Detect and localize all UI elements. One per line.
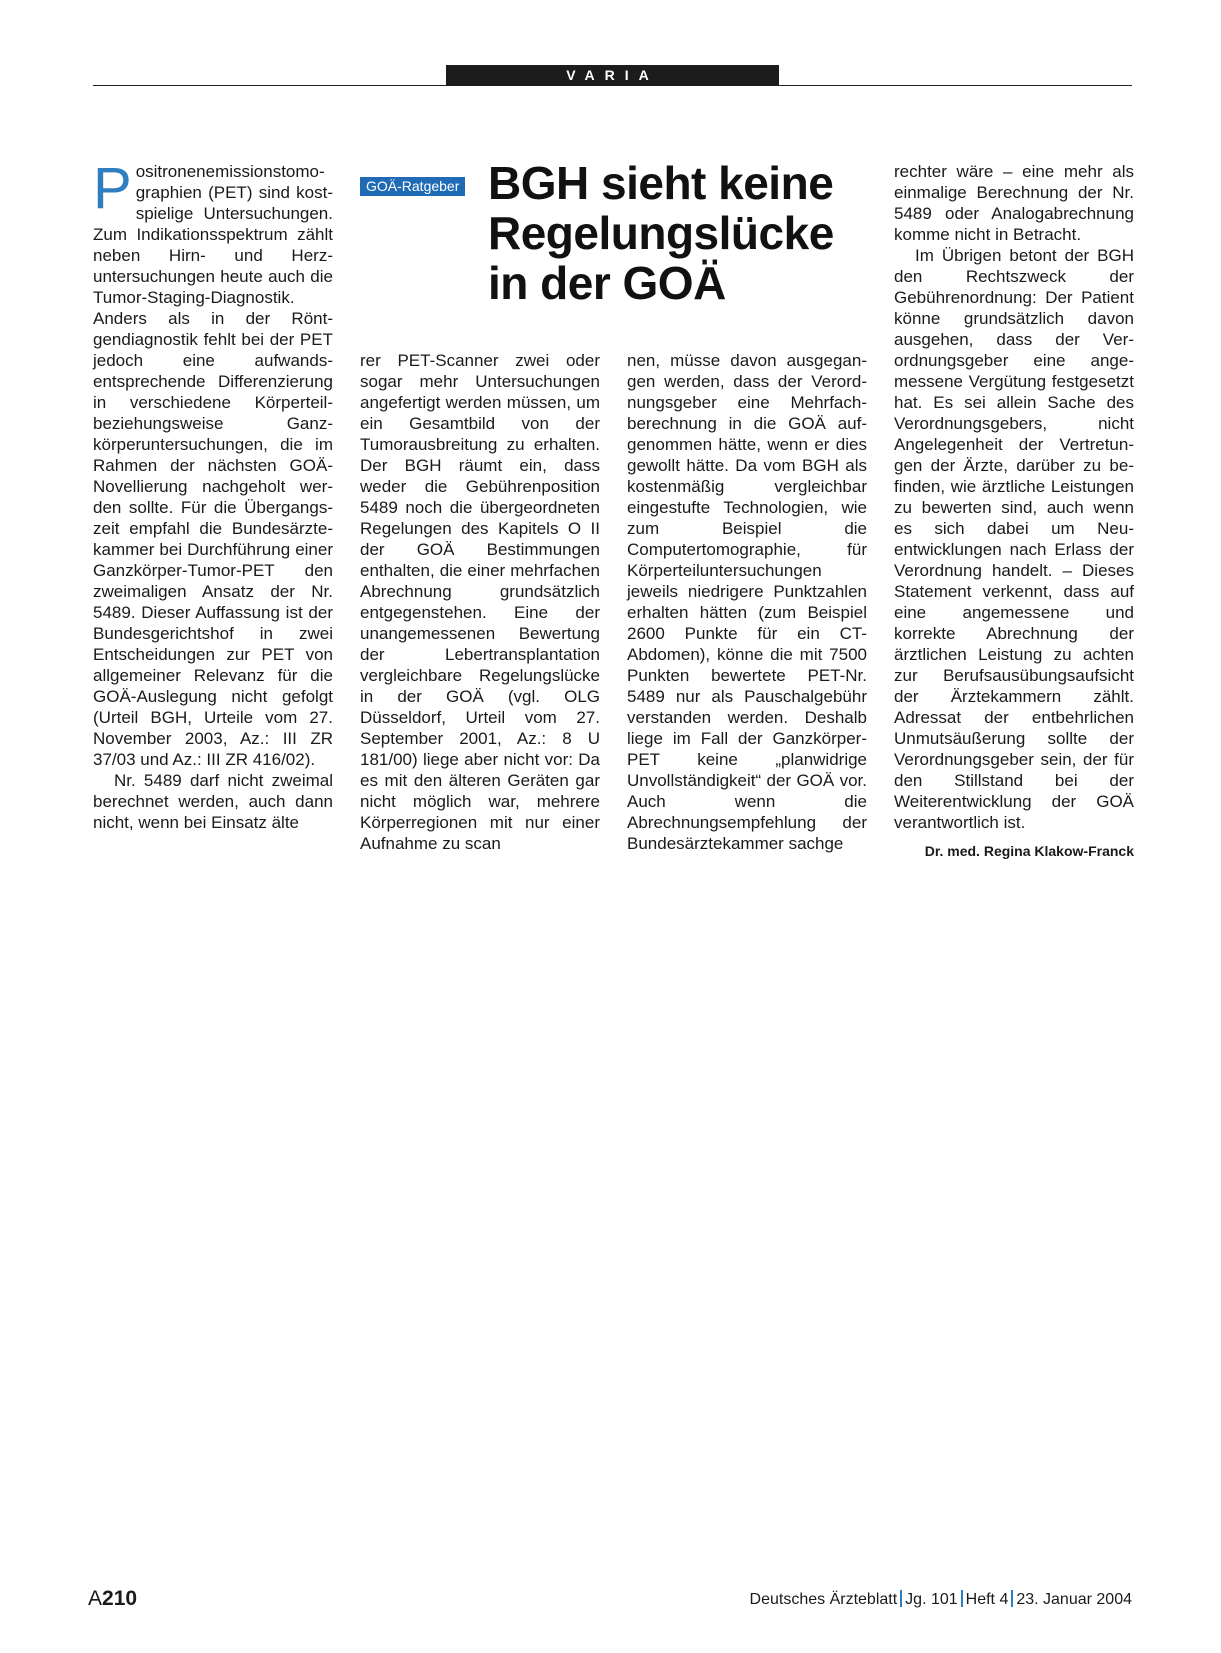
journal-name: Deutsches Ärzteblatt	[749, 1591, 898, 1608]
journal-volume: Jg. 101	[905, 1591, 958, 1608]
section-banner: VARIA	[446, 65, 779, 86]
headline-line-3: in der GOÄ	[488, 257, 726, 309]
page-prefix: A	[88, 1587, 103, 1610]
journal-issue: Heft 4	[965, 1591, 1009, 1608]
page-number-value: 210	[102, 1587, 138, 1610]
journal-footer	[750, 1590, 1132, 1610]
paragraph: Nr. 5489 darf nicht zweimal berechnet werden, auch dann nicht, wenn bei Einsatz älte	[93, 771, 333, 832]
paragraph-text: ositronenemissionstomographien (PET) sind kostspielige Untersuchungen. Zum Indikationsspektrum zählt neben Hirn- und Herzuntersuchungen heute auch die Tumor-Staging-Diagnostik. Anders als in der Röntgendiagnostik fehlt bei der PET jedoch eine aufwandsentsprechende Differenzierung in verschiedene Körperteil- beziehungsweise Ganzkörperuntersuchungen, die im Rahmen der nächsten GOÄ-Novellierung nachgeholt werden sollte. Für die Übergangszeit empfahl die Bundesärztekammer bei Durchführung einer Ganzkörper-Tumor-PET den zweimaligen Ansatz der Nr. 5489. Dieser Auffassung ist der Bundesgerichtshof in zwei Entscheidungen zur PET von allgemeiner Relevanz für die GOÄ-Auslegung nicht gefolgt (Urteil BGH, Urteile vom 27. November 2003, Az.: III ZR 37/03 und Az.: III ZR 416/02).	[93, 162, 333, 769]
page-number	[88, 1587, 137, 1611]
paragraph: nen, müsse davon ausgegangen werden, dass der Verordnungsgeber eine Mehrfachberechnung in die GOÄ aufgenommen hätte, wenn er dies gewollt hätte. Da vom BGH als kostenmäßig vergleichbar eingestufte Technologien, wie zum Beispiel die Computertomographie, für Körperteiluntersuchungen jeweils niedrigere Punktzahlen erhalten hätten (zum Beispiel 2600 Punkte für ein CT-Abdomen), könne die mit 7500 Punkten bewertete PET-Nr. 5489 nur als Pauschalgebühr verstanden werden. Deshalb liege im Fall der Ganzkörper-PET keine „planwidrige Unvollständigkeit“ der GOÄ vor. Auch wenn die Abrechnungsempfehlung der Bundesärztekammer sachge	[627, 351, 867, 853]
separator	[900, 1590, 902, 1607]
article-column-1	[93, 156, 333, 833]
journal-date: 23. Januar 2004	[1016, 1591, 1132, 1608]
dropcap: P	[93, 156, 132, 221]
author-byline: Dr. med. Regina Klakow-Franck	[924, 843, 1134, 859]
headline-line-1: BGH sieht keine	[488, 157, 834, 209]
article-column-4	[894, 161, 1134, 833]
separator	[1011, 1590, 1013, 1607]
paragraph: rer PET-Scanner zwei oder sogar mehr Untersuchungen angefertigt werden müssen, um ein Gesamtbild von der Tumorausbreitung zu erhalten. Der BGH räumt ein, dass weder die Gebührenposition 5489 noch die übergeordneten Regelungen des Kapitels O II der GOÄ Bestimmungen enthalten, die einer mehrfachen Abrechnung grundsätzlich entgegenstehen. Eine der unangemessenen Bewertung der Lebertransplantation vergleichbare Regelungslücke in der GOÄ (vgl. OLG Düsseldorf, Urteil vom 27. September 2001, Az.: 8 U 181/00) liege aber nicht vor: Da es mit den älteren Geräten gar nicht möglich war, mehrere Körperregionen mit nur einer Aufnahme zu scan	[360, 351, 600, 853]
article-column-2	[360, 350, 600, 854]
headline	[488, 158, 878, 308]
paragraph	[93, 156, 333, 770]
kicker-label: GOÄ-Ratgeber	[360, 177, 465, 196]
paragraph: rechter wäre – eine mehr als einmalige Berechnung der Nr. 5489 oder Analogabrechnung komme nicht in Betracht.	[894, 162, 1134, 244]
headline-line-2: Regelungslücke	[488, 207, 834, 259]
article-column-3	[627, 350, 867, 854]
paragraph: Im Übrigen betont der BGH den Rechtszweck der Gebührenordnung: Der Patient könne grundsätzlich davon ausgehen, dass der Verordnungsgeber eine angemessene Vergütung festgesetzt hat. Es sei allein Sache des Verordnungsgebers, nicht Angelegenheit der Vertretungen der Ärzte, darüber zu befinden, wie ärztliche Leistungen zu bewerten sind, auch wenn es sich dabei um Neuentwicklungen nach Erlass der Verordnung handelt. – Dieses Statement verkennt, dass auf eine angemessene und korrekte Abrechnung der ärztlichen Leistung zu achten zur Berufsausübungsaufsicht der Ärztekammern zählt. Adressat der entbehrlichen Unmutsäußerung sollte der Verordnungsgeber sein, der für den Stillstand bei der Weiterentwicklung der GOÄ verantwortlich ist.	[894, 246, 1134, 832]
separator	[961, 1590, 963, 1607]
